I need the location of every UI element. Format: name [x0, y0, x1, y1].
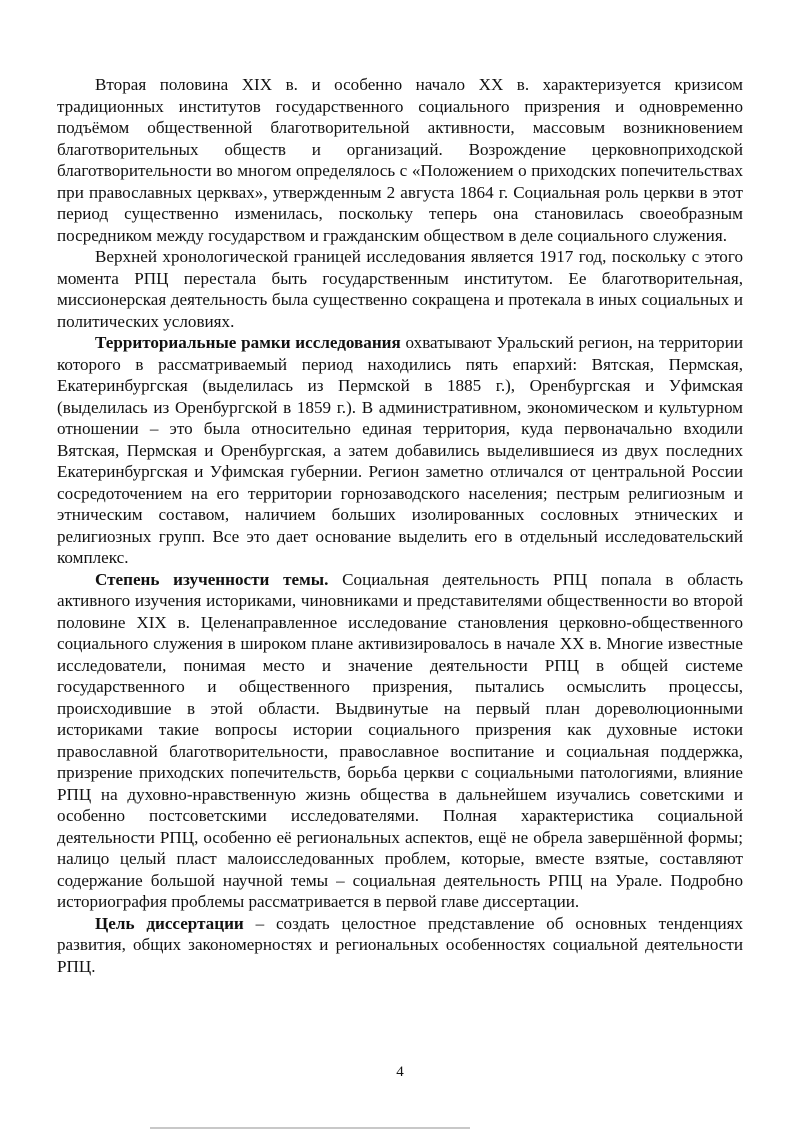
scan-edge-line [150, 1127, 470, 1129]
paragraph-chronological-limit [57, 246, 743, 332]
document-body [57, 74, 743, 977]
paragraph-text: охватывают Уральский регион, на территории которого в рассматриваемый период находились пять епархий: Вятская, Пермская, Екатеринбургская (выделилась из Пермской в 1885 г.), Оренбургская и Уфимская (выделилась из Оренбургской в 1859 г.). В административном, экономическом и культурном отношении – это была относительно единая территория, куда первоначально входили Вятская, Пермская и Оренбургская, а затем добавились выделившиеся из двух последних Екатеринбургская и Уфимская губернии. Регион заметно отличался от центральной России сосредоточением на его территории горнозаводского населения; пестрым религиозным и этническим составом, наличием больших изолированных сословных этнических и религиозных групп. Все это дает основание выделить его в отдельный исследовательский комплекс. [57, 333, 743, 567]
paragraph-crisis-of-institutions [57, 74, 743, 246]
paragraph-text: Вторая половина XIX в. и особенно начало XX в. характеризуется кризисом традиционных институтов государственного социального призрения и одновременно подъёмом общественной благотворительной активности, массовым возникновением благотворительных обществ и организаций. Возрождение церковноприходской благотворительности во многом определялось с «Положением о приходских попечительствах при православных церквах», утвержденным 2 августа 1864 г. Социальная роль церкви в этот период существенно изменилась, поскольку теперь она становилась своеобразным посредником между государством и гражданским обществом в деле социального служения. [57, 75, 743, 245]
paragraph-dissertation-goal [57, 913, 743, 978]
paragraph-lead: Цель диссертации [95, 913, 244, 933]
paragraph-lead: Территориальные рамки исследования [95, 333, 401, 352]
paragraph-text: – создать целостное представление об основных тенденциях развития, общих закономерностях и региональных особенностях социальной деятельности РПЦ. [57, 913, 744, 976]
paragraph-territorial-scope [57, 332, 743, 569]
paragraph-lead: Степень изученности темы. [95, 569, 329, 589]
paragraph-degree-of-study [57, 569, 743, 913]
paragraph-text: Верхней хронологической границей исследования является 1917 год, поскольку с этого момента РПЦ перестала быть государственным институтом. Ее благотворительная, миссионерская деятельность была существенно сокращена и протекала в иных социальных и политических условиях. [57, 247, 743, 331]
page-number: 4 [396, 1064, 404, 1080]
paragraph-text: Социальная деятельность РПЦ попала в область активного изучения историками, чиновниками и представителями общественности во второй половине XIX в. Целенаправленное исследование становления церковно-общественного социального служения в широком плане активизировалось в начале XX в. Многие известные исследователи, понимая место и значение деятельности РПЦ в общей системе государственного и общественного призрения, пытались осмыслить процессы, происходившие в этой области. Выдвинутые на первый план дореволюционными историками такие вопросы истории социального призрения как духовные истоки православной благотворительности, православное воспитание и социальная поддержка, призрение приходских попечительств, борьба церкви с социальными патологиями, влияние РПЦ на духовно-нравственную жизнь общества в дальнейшем изучались советскими и особенно постсоветскими исследователями. Полная характеристика социальной деятельности РПЦ, особенно её региональных аспектов, ещё не обрела завершённой формы; налицо целый пласт малоисследованных проблем, которые, вместе взятые, составляют содержание большой научной темы – социальная деятельность РПЦ на Урале. Подробно историография проблемы рассматривается в первой главе диссертации. [57, 569, 743, 911]
